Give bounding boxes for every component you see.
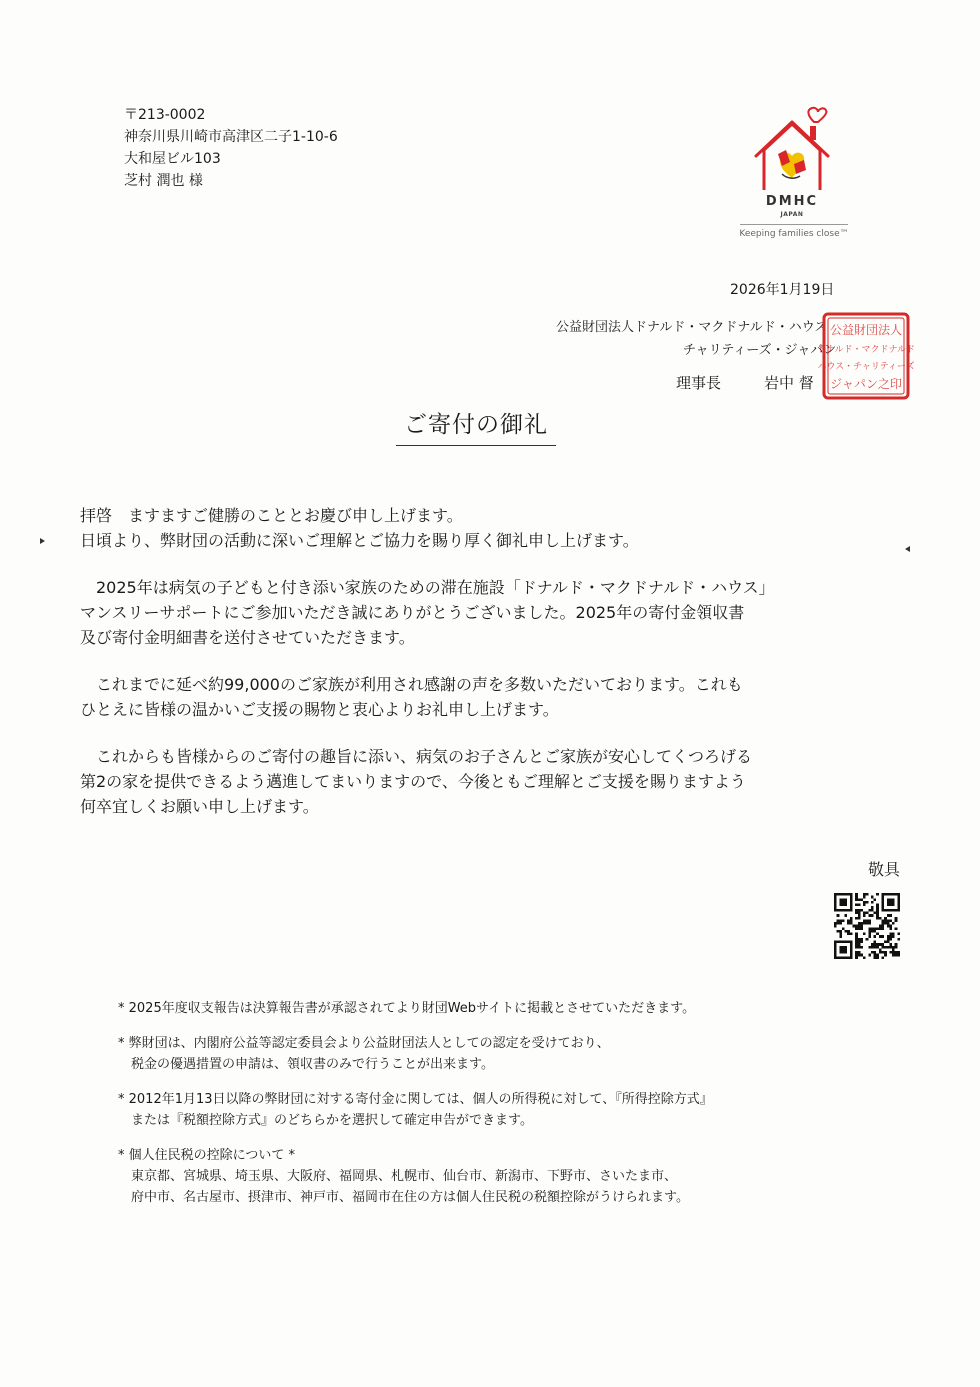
postal-code: 〒213-0002: [124, 107, 206, 123]
svg-text:公益財団法人: 公益財団法人: [829, 323, 903, 337]
dmhc-logo: [736, 104, 856, 254]
logo-divider: [740, 224, 848, 225]
qr-code[interactable]: [834, 893, 900, 959]
note-line: * 個人住民税の控除について *: [118, 1148, 296, 1163]
logo-sub-text: JAPAN: [780, 211, 804, 218]
note-line: 東京都、宮城県、埼玉県、大阪府、福岡県、札幌市、仙台市、新潟市、下野市、さいたま市、: [131, 1169, 678, 1184]
letter-body: [80, 503, 920, 841]
footnotes: [118, 998, 918, 1222]
note-line: 府中市、名古屋市、摂津市、神戸市、福岡市在住の方は個人住民税の税額控除がうけられます。: [131, 1190, 689, 1205]
paragraph-line: 日頃より、弊財団の活動に深いご理解とご協力を賜り厚く御礼申し上げます。: [80, 531, 639, 550]
note-resident-tax: [118, 1145, 918, 1208]
svg-text:ジャパン之印: ジャパン之印: [830, 377, 902, 391]
note-line: * 弊財団は、内閣府公益等認定委員会より公益財団法人としての認定を受けており、: [118, 1036, 610, 1051]
address-line-1: 神奈川県川崎市高津区二子1-10-6: [124, 129, 338, 145]
paragraph-line: 何卒宜しくお願い申し上げます。: [80, 797, 319, 816]
paragraph-greeting: [80, 503, 920, 553]
address-line-2: 大和屋ビル103: [124, 151, 221, 167]
note-financial-report: [118, 998, 918, 1019]
note-line: * 2025年度収支報告は決算報告書が承認されてより財団Webサイトに掲載とさせていただきます。: [118, 1001, 696, 1016]
paragraph-line: ひとえに皆様の温かいご支援の賜物と衷心よりお礼申し上げます。: [80, 700, 559, 719]
note-line: または『税額控除方式』のどちらかを選択して確定申告ができます。: [131, 1113, 533, 1128]
recipient-address: [124, 104, 338, 192]
sender-org-line-2: チャリティーズ・ジャパン: [683, 343, 837, 358]
svg-text:ドナルド・マクドナルド: ドナルド・マクドナルド: [816, 345, 916, 355]
fold-mark-left: [40, 538, 45, 544]
letter-date: 2026年1月19日: [730, 282, 835, 298]
note-tax-method: [118, 1089, 918, 1131]
recipient-name: 芝村 潤也 様: [124, 173, 203, 189]
seal-stamp-icon: [816, 312, 916, 400]
logo-mark-text: DMHC: [765, 194, 819, 209]
sender-role: 理事長: [676, 374, 722, 392]
paragraph-line: 拝啓 ますますご健勝のこととお慶び申し上げます。: [80, 506, 463, 525]
house-heart-icon: [736, 104, 848, 196]
svg-text:ハウス・チャリティーズ: ハウス・チャリティーズ: [817, 362, 915, 372]
note-line: 税金の優遇措置の申請は、領収書のみで行うことが出来ます。: [131, 1057, 494, 1072]
paragraph-families: [80, 672, 920, 722]
official-seal: [816, 312, 916, 400]
qr-code-icon: [834, 893, 900, 959]
sender-name: 岩中 督: [764, 374, 814, 392]
sender-org-line-1: 公益財団法人ドナルド・マクドナルド・ハウス: [556, 320, 828, 335]
paragraph-line: 2025年は病気の子どもと付き添い家族のための滞在施設「ドナルド・マクドナルド・ハウス」: [96, 578, 775, 597]
paragraph-line: これまでに延べ約99,000のご家族が利用され感謝の声を多数いただいております。これも: [96, 675, 743, 694]
paragraph-line: 及び寄付金明細書を送付させていただきます。: [80, 628, 415, 647]
paragraph-line: 第2の家を提供できるよう邁進してまいりますので、今後ともご理解とご支援を賜りますよう: [80, 772, 746, 791]
paragraph-line: マンスリーサポートにご参加いただき誠にありがとうございました。2025年の寄付金領収書: [80, 603, 745, 622]
paragraph-thanks: [80, 575, 920, 650]
logo-tagline: Keeping families close™: [739, 229, 849, 239]
letter-title: ご寄付の御礼: [396, 406, 556, 446]
paragraph-line: これからも皆様からのご寄付の趣旨に添い、病気のお子さんとご家族が安心してくつろげる: [96, 747, 753, 766]
paragraph-future: [80, 744, 920, 819]
closing-word: 敬具: [868, 860, 901, 879]
note-certification: [118, 1033, 918, 1075]
note-line: * 2012年1月13日以降の弊財団に対する寄付金に関しては、個人の所得税に対して、『所得控除方式』: [118, 1092, 713, 1107]
